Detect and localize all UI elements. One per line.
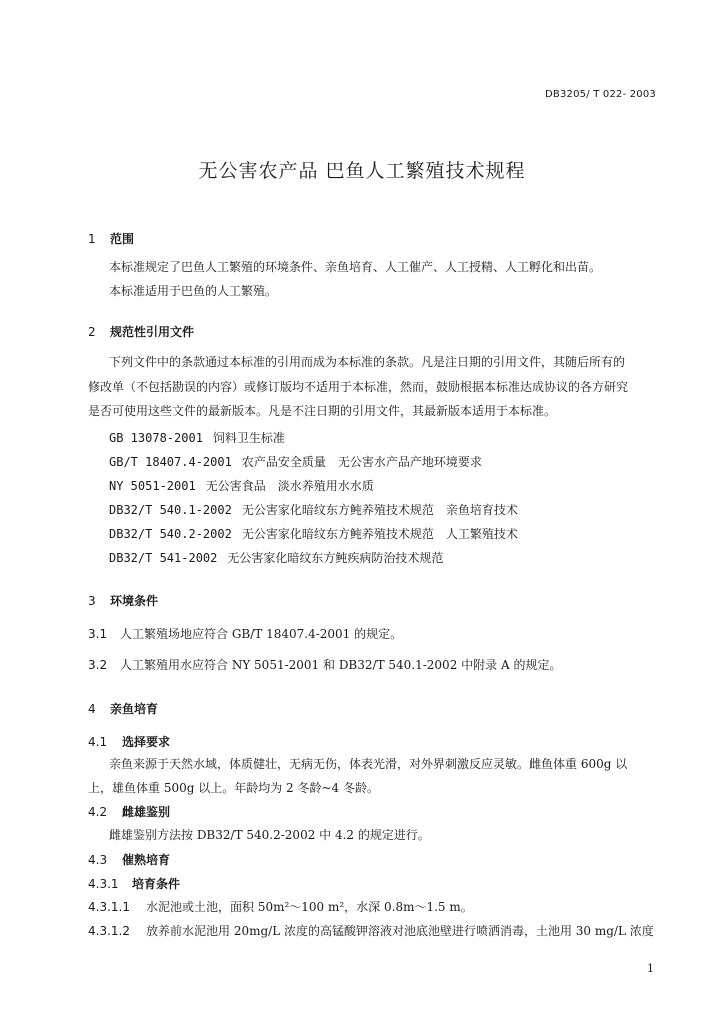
clause-text: 放养前水泥池用 20mg/L 浓度的高锰酸钾溶液对池底池壁进行喷洒消毒，土池用 30 mg/L 浓度 [146,924,654,938]
reference-name: 无公害家化暗纹东方鲀养殖技术规范 亲鱼培育技术 [241,503,518,517]
subsection-number: 4.1 [88,735,108,749]
subsection-number: 4.2 [88,805,108,819]
normative-intro-line-3: 是否可使用这些文件的最新版本。凡是不注日期的引用文件，其最新版本适用于本标准。 [88,404,557,418]
reference-name: 农产品安全质量 无公害水产品产地环境要求 [241,455,482,469]
clause-4-3-1-2 [88,922,654,939]
clause-text: 人工繁殖场地应符合 GB/T 18407.4-2001 的规定。 [120,627,403,641]
clause-3-1 [88,625,402,642]
subsection-4-3-heading [88,851,170,868]
section-1-heading [88,230,134,247]
section-title: 范围 [110,232,135,246]
subsection-title: 催熟培育 [122,853,171,867]
section-number: 1 [88,232,96,246]
section-title: 亲鱼培育 [110,702,159,716]
scope-paragraph-2: 本标准适用于巴鱼的人工繁殖。 [109,284,278,298]
clause-number: 3.2 [88,658,108,672]
reference-item [109,549,443,566]
clause-3-2 [88,656,561,673]
section-4-heading [88,700,158,717]
selection-paragraph-line-2: 上，雄鱼体重 500g 以上。年龄均为 2 冬龄~4 冬龄。 [88,781,379,795]
section-3-heading [88,592,158,609]
reference-name: 饲料卫生标准 [212,431,285,445]
subsection-title: 选择要求 [122,735,171,749]
section-number: 3 [88,594,96,608]
clause-number: 3.1 [88,627,108,641]
standard-code: DB3205/ T 022- 2003 [545,89,656,100]
section-2-heading [88,323,194,340]
reference-item [109,453,482,470]
clause-text: 人工繁殖用水应符合 NY 5051-2001 和 DB32/T 540.1-2002 中附录 A 的规定。 [120,658,562,672]
clause-number: 4.3.1.2 [88,924,130,938]
reference-code: DB32/T 541-2002 [109,551,218,565]
reference-name: 无公害家化暗纹东方鲀疾病防治技术规范 [227,551,444,565]
section-title: 规范性引用文件 [110,325,195,339]
document-title: 无公害农产品 巴鱼人工繁殖技术规程 [198,160,526,182]
reference-item [109,477,374,494]
reference-name: 无公害家化暗纹东方鲀养殖技术规范 人工繁殖技术 [241,527,518,541]
page-number: 1 [647,962,654,975]
reference-code: DB32/T 540.2-2002 [109,527,232,541]
sex-identification-paragraph: 雌雄鉴别方法按 DB32/T 540.2-2002 中 4.2 的规定进行。 [109,828,430,842]
scope-paragraph-1: 本标准规定了巴鱼人工繁殖的环境条件、亲鱼培育、人工催产、人工授精、人工孵化和出苗。 [109,260,602,274]
clause-number: 4.3.1.1 [88,900,130,914]
reference-code: DB32/T 540.1-2002 [109,503,232,517]
reference-name: 无公害食品 淡水养殖用水水质 [205,479,374,493]
normative-intro-line-1: 下列文件中的条款通过本标准的引用而成为本标准的条款。凡是注日期的引用文件，其随后所有的 [109,355,626,369]
section-title: 环境条件 [110,594,159,608]
reference-code: GB 13078-2001 [109,431,203,445]
subsection-4-1-heading [88,733,170,750]
reference-code: NY 5051-2001 [109,479,196,493]
subsection-number: 4.3.1 [88,877,119,891]
section-number: 4 [88,702,96,716]
clause-4-3-1-1 [88,898,473,915]
section-number: 2 [88,325,96,339]
normative-intro-line-2: 修改单（不包括勘误的内容）或修订版均不适用于本标准，然而，鼓励根据本标准达成协议的各方研究 [88,380,629,394]
clause-text: 水泥池或土池，面积 50m²～100 m²，水深 0.8m～1.5 m。 [146,900,473,914]
subsection-number: 4.3 [88,853,108,867]
subsection-title: 培育条件 [132,877,181,891]
reference-item [109,501,518,518]
selection-paragraph-line-1: 亲鱼来源于天然水域，体质健壮，无病无伤，体表光滑，对外界刺激反应灵敏。雌鱼体重 600g 以 [109,757,628,771]
reference-item [109,525,518,542]
subsection-title: 雌雄鉴别 [122,805,171,819]
subsection-4-2-heading [88,803,170,820]
reference-code: GB/T 18407.4-2001 [109,455,232,469]
reference-item [109,429,285,446]
subsection-4-3-1-heading [88,875,180,892]
